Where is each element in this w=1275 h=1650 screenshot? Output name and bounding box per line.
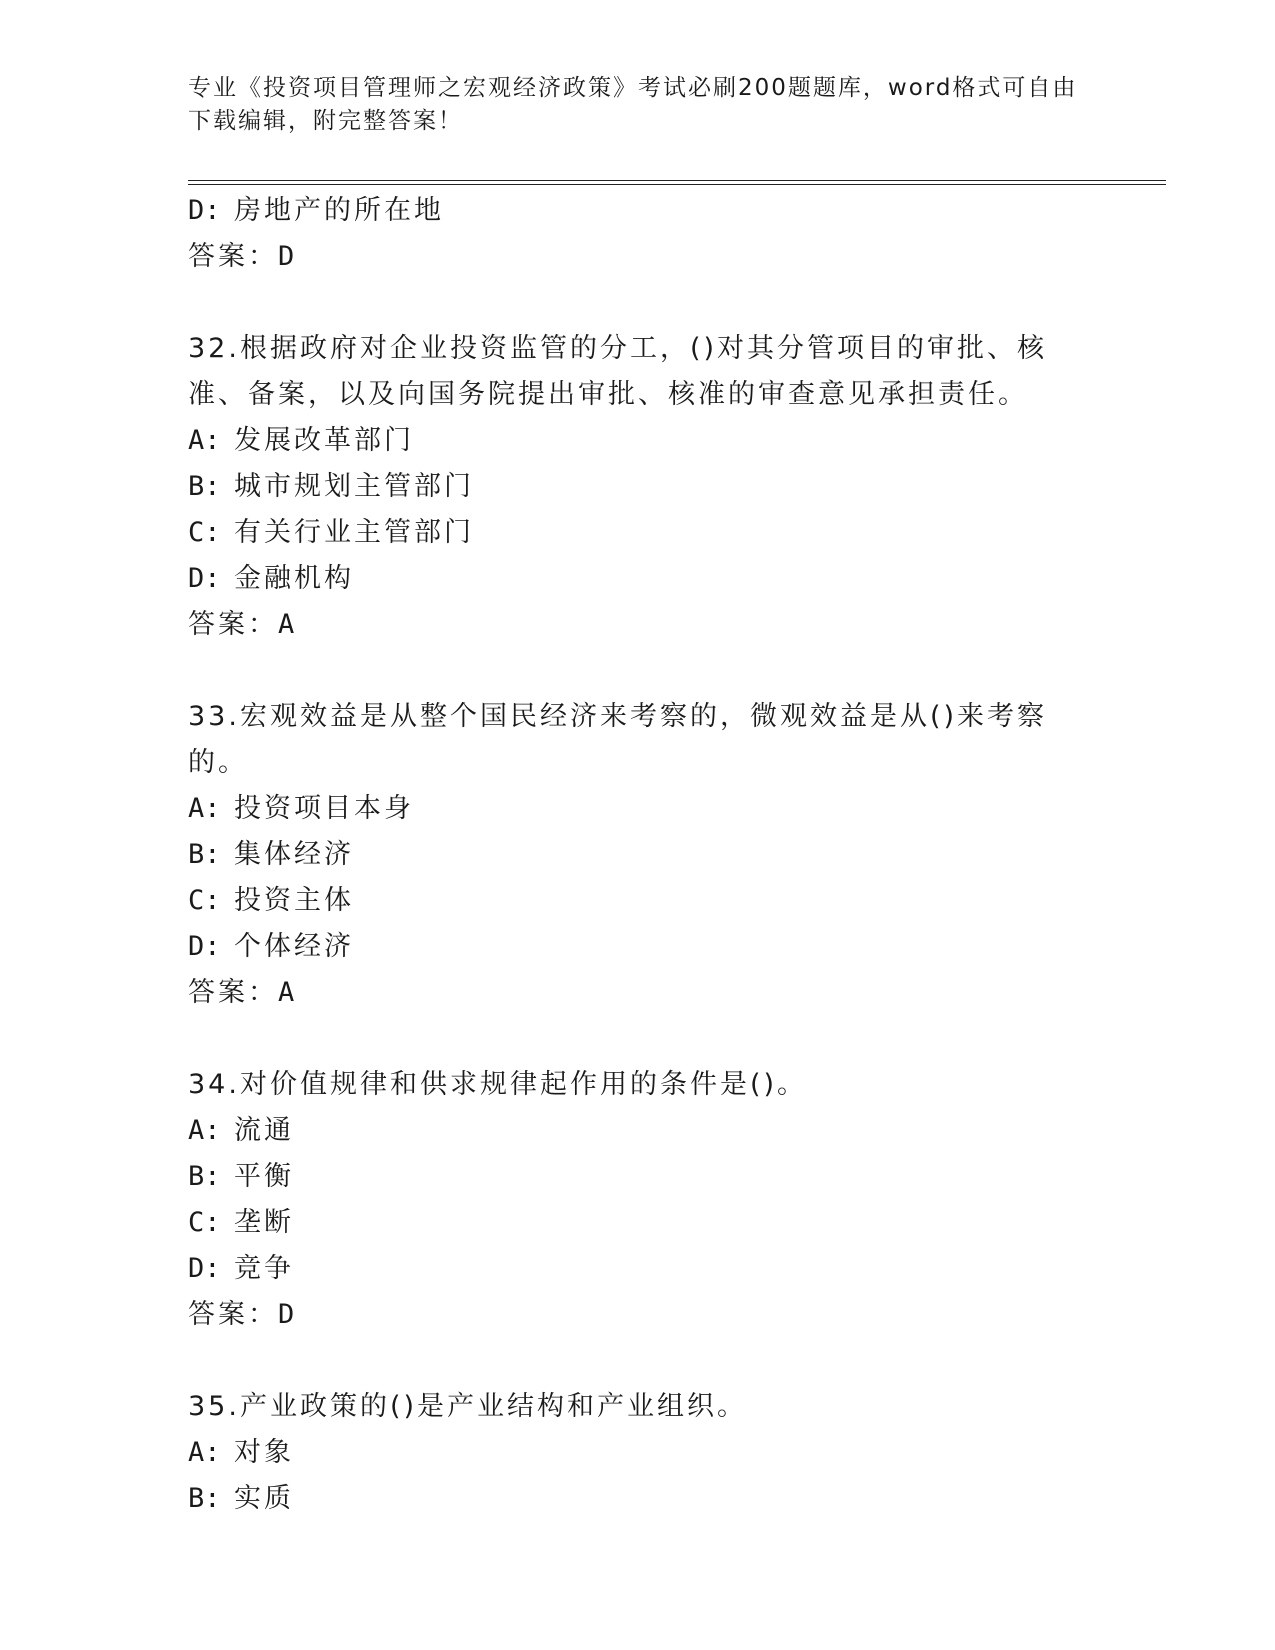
option-d bbox=[188, 924, 1088, 970]
option-label: A: bbox=[188, 425, 221, 456]
answer-prefix: 答案： bbox=[188, 609, 278, 640]
option-text: 城市规划主管部门 bbox=[234, 471, 474, 502]
option-label: C: bbox=[188, 1207, 221, 1238]
answer-line bbox=[188, 970, 1088, 1016]
option-label: B: bbox=[188, 1483, 221, 1514]
option-text: 投资主体 bbox=[234, 885, 354, 916]
option-label: B: bbox=[188, 471, 221, 502]
option-label: D: bbox=[188, 931, 221, 962]
answer-line bbox=[188, 1292, 1088, 1338]
option-label: A: bbox=[188, 793, 221, 824]
answer-key: A bbox=[278, 977, 295, 1008]
header-rule-bottom bbox=[188, 184, 1166, 185]
option-text: 实质 bbox=[234, 1483, 294, 1514]
option-label: A: bbox=[188, 1115, 221, 1146]
question-list bbox=[188, 188, 1088, 1522]
option-text: 平衡 bbox=[234, 1161, 294, 1192]
option-c bbox=[188, 1200, 1088, 1246]
option-a bbox=[188, 418, 1088, 464]
header-rule-top bbox=[188, 180, 1166, 181]
answer-line bbox=[188, 234, 1088, 280]
option-b bbox=[188, 464, 1088, 510]
option-d bbox=[188, 1246, 1088, 1292]
option-text: 竞争 bbox=[234, 1253, 294, 1284]
answer-key: D bbox=[278, 1299, 295, 1330]
option-label: B: bbox=[188, 1161, 221, 1192]
question-stem: 32.根据政府对企业投资监管的分工，()对其分管项目的审批、核准、备案，以及向国务院提出审批、核准的审查意见承担责任。 bbox=[188, 333, 1048, 410]
option-b bbox=[188, 832, 1088, 878]
option-text: 个体经济 bbox=[234, 931, 354, 962]
option-label: D: bbox=[188, 195, 221, 226]
option-d bbox=[188, 556, 1088, 602]
document-header: 专业《投资项目管理师之宏观经济政策》考试必刷200题题库，word格式可自由下载编辑，附完整答案！ bbox=[188, 75, 1078, 134]
option-label: C: bbox=[188, 517, 221, 548]
option-text: 集体经济 bbox=[234, 839, 354, 870]
option-text: 有关行业主管部门 bbox=[234, 517, 474, 548]
option-text: 金融机构 bbox=[234, 563, 354, 594]
answer-prefix: 答案： bbox=[188, 1299, 278, 1330]
question-stem: 33.宏观效益是从整个国民经济来考察的，微观效益是从()来考察的。 bbox=[188, 701, 1048, 778]
option-a bbox=[188, 1108, 1088, 1154]
option-text: 垄断 bbox=[234, 1207, 294, 1238]
option-c bbox=[188, 878, 1088, 924]
option-c bbox=[188, 510, 1088, 556]
option-a bbox=[188, 786, 1088, 832]
option-label: B: bbox=[188, 839, 221, 870]
option-b bbox=[188, 1154, 1088, 1200]
option-label: C: bbox=[188, 885, 221, 916]
option-text: 房地产的所在地 bbox=[234, 195, 444, 226]
option-b bbox=[188, 1476, 1088, 1522]
answer-prefix: 答案： bbox=[188, 977, 278, 1008]
answer-prefix: 答案： bbox=[188, 241, 278, 272]
option-label: D: bbox=[188, 1253, 221, 1284]
option-text: 投资项目本身 bbox=[234, 793, 414, 824]
answer-line bbox=[188, 602, 1088, 648]
option-text: 流通 bbox=[234, 1115, 294, 1146]
answer-key: D bbox=[278, 241, 295, 272]
option-label: A: bbox=[188, 1437, 221, 1468]
option-text: 对象 bbox=[234, 1437, 294, 1468]
answer-key: A bbox=[278, 609, 295, 640]
option-text: 发展改革部门 bbox=[234, 425, 414, 456]
question-stem: 34.对价值规律和供求规律起作用的条件是()。 bbox=[188, 1069, 808, 1100]
option-d bbox=[188, 188, 1088, 234]
option-label: D: bbox=[188, 563, 221, 594]
question-stem: 35.产业政策的()是产业结构和产业组织。 bbox=[188, 1391, 748, 1422]
option-a bbox=[188, 1430, 1088, 1476]
